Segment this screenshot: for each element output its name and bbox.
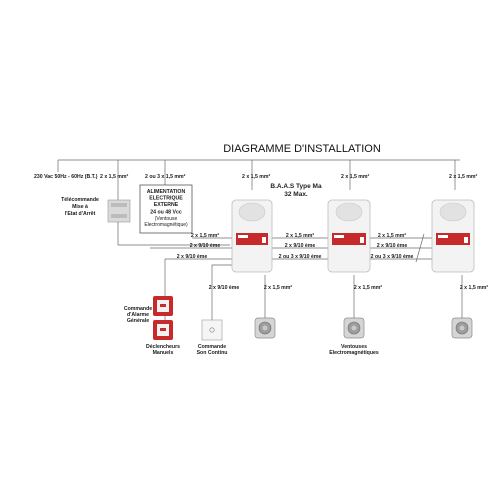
row2-label-b: 2 x 9/10 ème [284,243,316,249]
remote-label-3: l'Etat d'Arrêt [64,211,96,217]
row3-label-c: 2 ou 3 x 9/10 ème [370,254,414,260]
continuous-cable-label: 2 x 9/10 ème [208,285,240,291]
baas-label-2: 32 Max. [284,191,308,198]
cable-label-2: 2 ou 3 x 1,5 mm² [145,174,186,180]
psu-line-6: Electromagnétique) [144,222,188,228]
cable-label-4: 2 x 1,5 mm² [341,174,370,180]
row2-label-c: 2 x 9/10 ème [376,243,408,249]
external-power-supply [140,185,192,233]
remote-control-device [108,200,130,222]
general-alarm-line-2: d'Alarme [127,312,149,318]
mains-label: 230 Vac 50Hz - 60Hz (B.T.) [34,174,98,180]
magnet-1 [255,318,275,338]
continuous-sound-switch [202,320,222,340]
continuous-sound-line-1: Commande [197,344,227,350]
general-alarm-line-1: Commande [123,306,153,312]
magnet-cable-label-3: 2 x 1,5 mm² [459,285,489,291]
baas-unit-1 [232,200,272,272]
magnet-3 [452,318,472,338]
baas-unit-3 [432,200,474,272]
magnet-cable-label-1: 2 x 1,5 mm² [263,285,293,291]
general-alarm-line-3: Générale [126,318,150,324]
psu-line-1: ALIMENTATION [146,189,186,195]
psu-line-5: (Ventouse [154,216,178,222]
row1-label-c: 2 x 1,5 mm² [377,233,407,239]
row3-label-b: 2 ou 3 x 9/10 ème [278,254,322,260]
magnets-line-2: Electromagnétiques [329,350,379,356]
cable-label-3: 2 x 1,5 mm² [242,174,271,180]
magnets-line-1: Ventouses [341,344,367,350]
cable-label-1: 2 x 1,5 mm² [100,174,129,180]
row1-label-a: 2 x 1,5 mm² [190,233,220,239]
manual-trigger-1 [153,296,173,316]
manual-trigger-2 [153,320,173,340]
diagram-title: DIAGRAMME D'INSTALLATION [223,143,381,155]
row1-label-b: 2 x 1,5 mm² [285,233,315,239]
psu-line-3: EXTERNE [153,202,179,208]
row3-label-a: 2 x 9/10 ème [176,254,208,260]
psu-line-2: ELECTRIQUE [149,195,183,202]
manual-triggers-line-2: Manuels [152,350,174,356]
continuous-sound-line-2: Son Continu [196,350,228,356]
magnet-2 [344,318,364,338]
cable-label-5: 2 x 1,5 mm² [449,174,478,180]
remote-label-2: Mise à [72,204,88,210]
magnet-cable-label-2: 2 x 1,5 mm² [353,285,383,291]
mains-bus [58,160,460,200]
baas-unit-2 [328,200,370,272]
manual-triggers-line-1: Déclencheurs [145,344,181,350]
row2-label-a: 2 x 9/10 ème [189,243,221,249]
remote-label-1: Télécommande [61,197,99,203]
baas-label-1: B.A.A.S Type Ma [270,183,322,190]
psu-line-4: 24 ou 48 Vcc [150,209,182,216]
